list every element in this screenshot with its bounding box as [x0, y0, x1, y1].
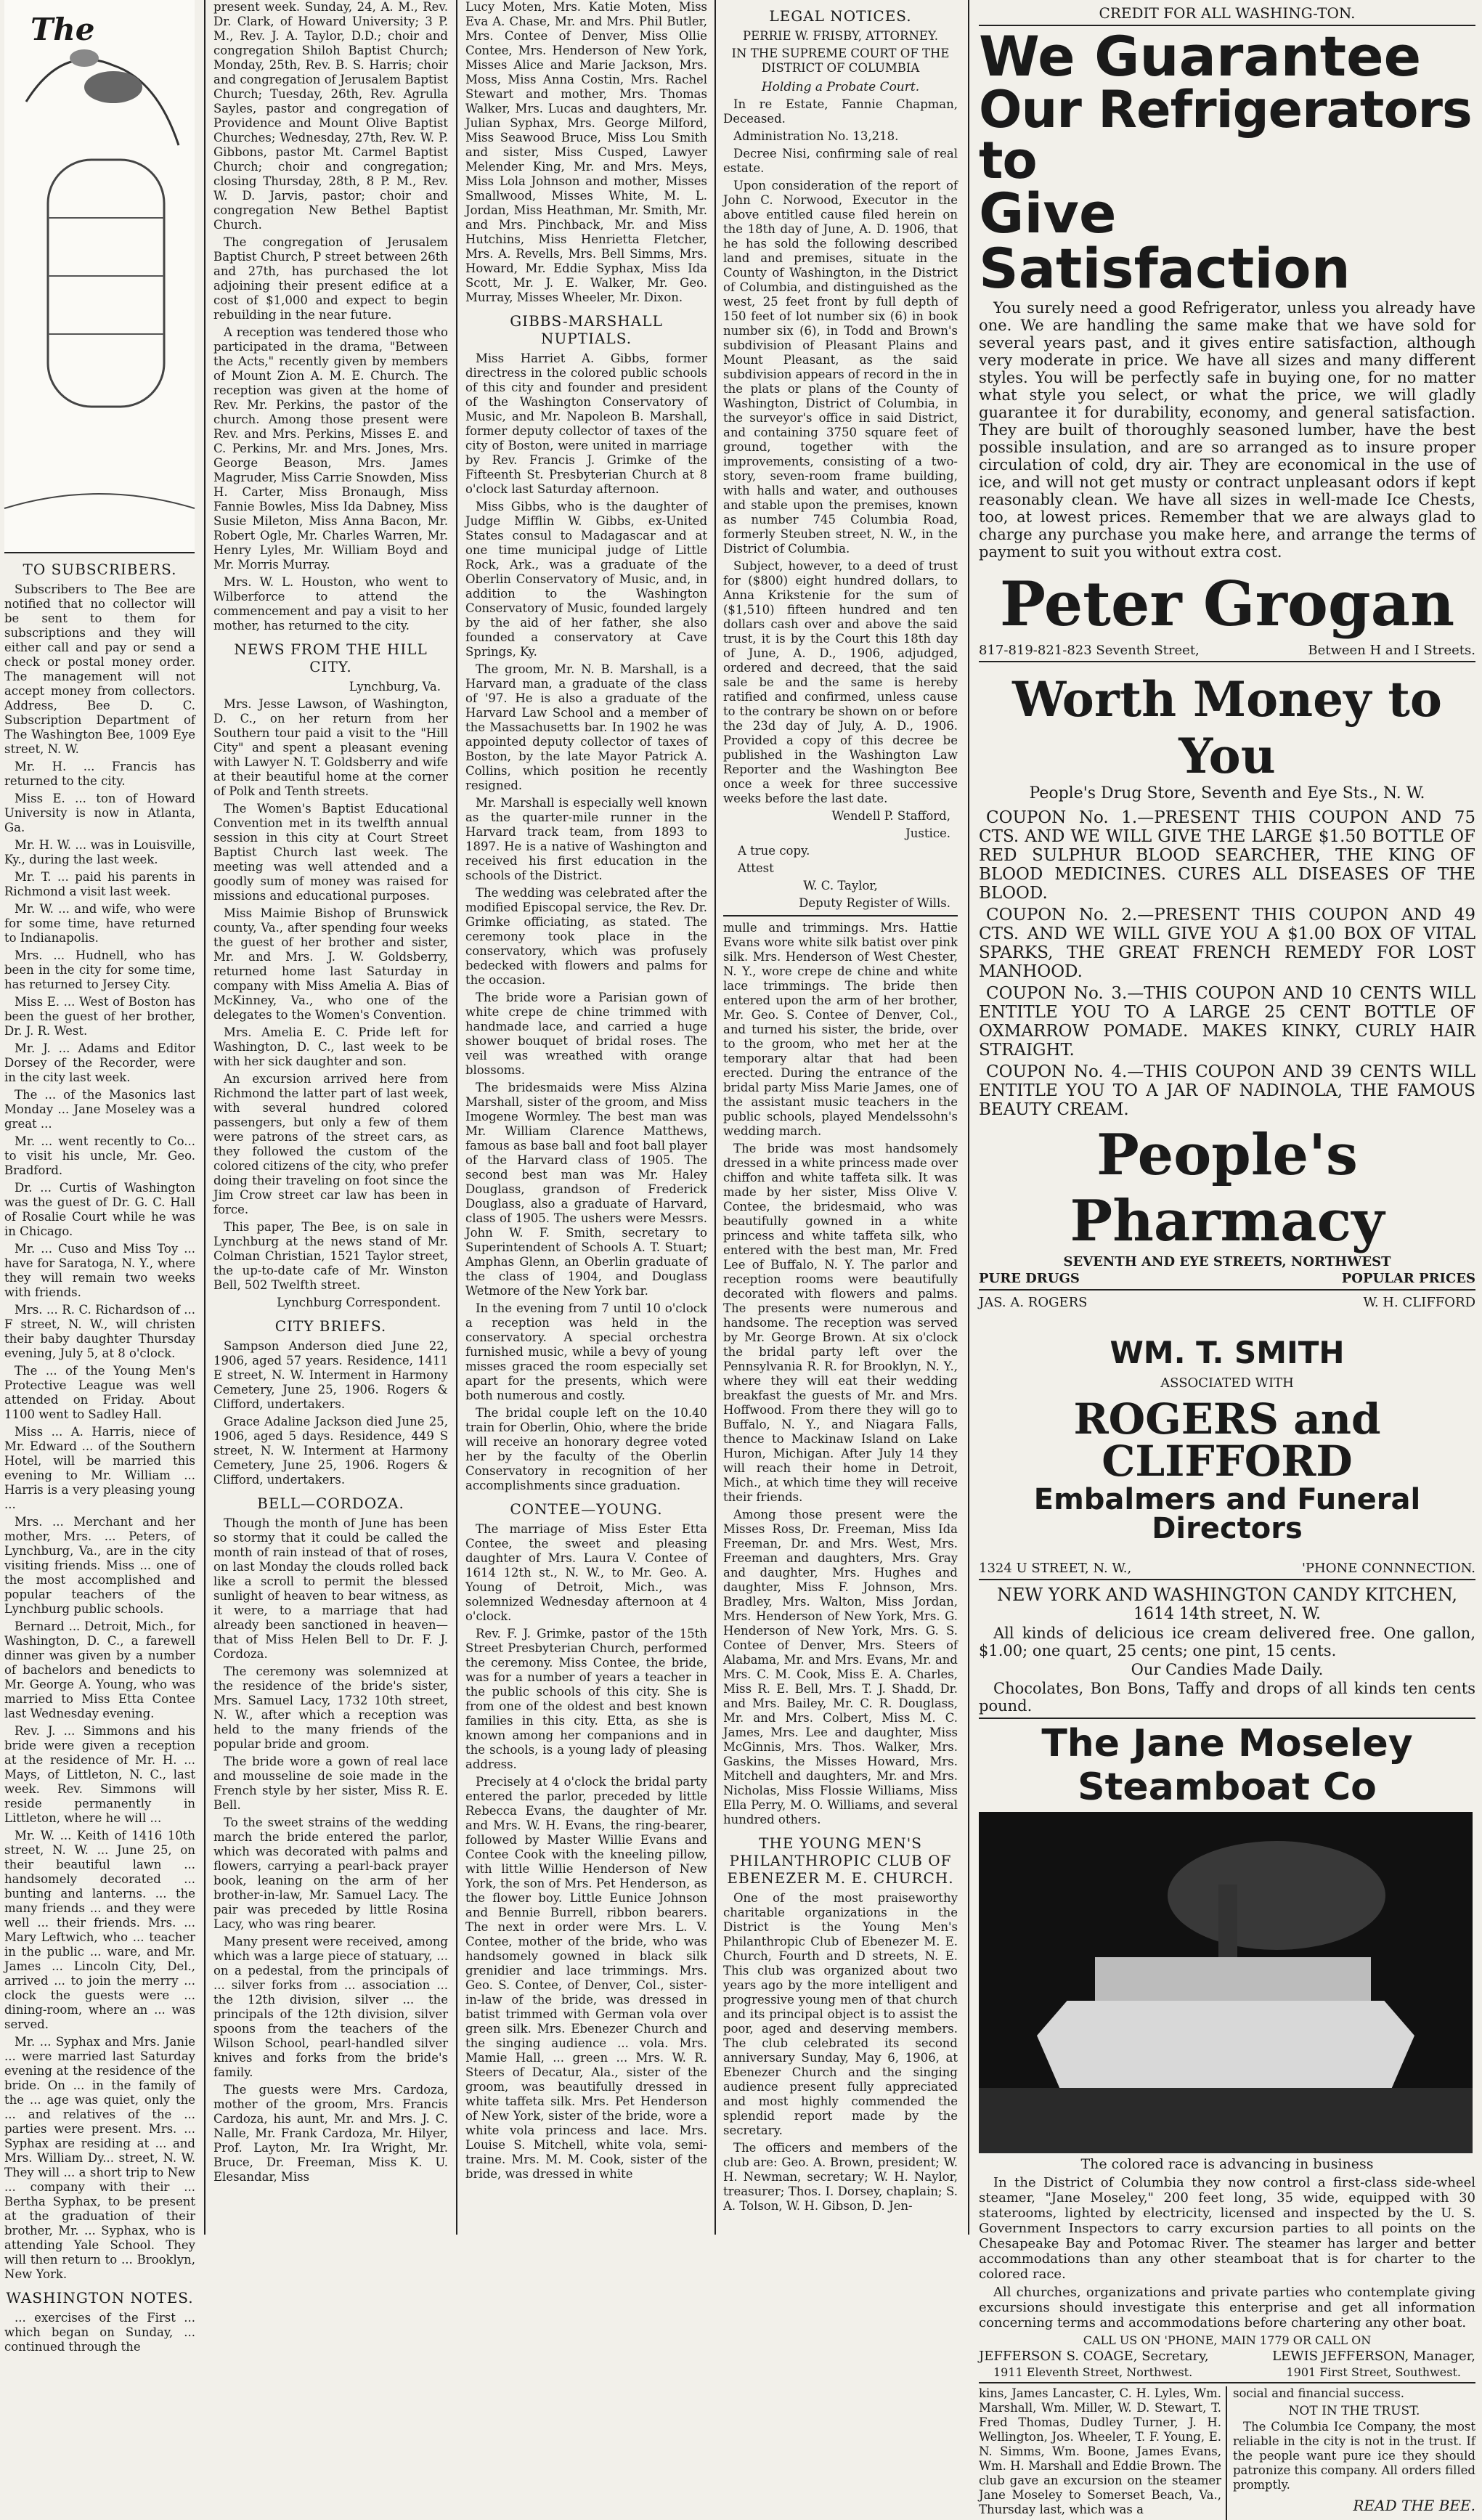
peoples-pharmacy: People's Pharmacy [1070, 1122, 1385, 1254]
undertaker-phone: 'PHONE CONNNECTION. [1301, 1561, 1475, 1576]
legal-text: Subject, however, to a deed of trust for ($800) eight hundred dollars, to Anna Krikstenie for the sum of ($1,510) fifteen hundred and ten dollars cash over and above the said trust, it is by the Court this 18th day of June, A. D., 1906, adjudged, ordered and decreed, that the said sale be and the same is hereby ratified and confirmed, unless cause to the contrary be shown on or before the 23d day of July, A. D., 1906. Provided a copy of this decree be published in the Washington Law Reporter and the Washington Bee once a week for three successive weeks before the last date. [723, 559, 958, 805]
popular-prices: POPULAR PRICES [1341, 1271, 1475, 1286]
article-text: Though the month of June has been so stormy that it could be called the month of rain instead of that of roses, on last Monday the clouds rolled back like a scroll to permit the blessed sunlight of heaven to bear witness, as it were, to a marriage that had already been sanctioned in heaven—that of Miss Helen Bell to Dr. F. J. Cordoza. [213, 1516, 448, 1661]
grogan-between: Between H and I Streets. [1308, 643, 1475, 658]
local-note: Dr. ... Curtis of Washington was the guest of Dr. G. C. Hall of Rosalie Court while he was in Chicago. [4, 1181, 195, 1238]
coupon-4: COUPON No. 4.—THIS COUPON AND 39 CENTS WILL ENTITLE YOU TO A JAR OF NADINOLA, THE FAMOUS BEAUTY CREAM. [979, 1062, 1475, 1119]
article-text: The bridal couple left on the 10.40 train for Oberlin, Ohio, where the bride will receive an honorary degree voted her by the faculty of the Oberlin Conservatory in recognition of her accomplishments since graduation. [465, 1406, 707, 1492]
local-note: Mrs. ... Hudnell, who has been in the city for some time, has returned to Jersey City. [4, 948, 195, 991]
bell-cordoza-heading: BELL—CORDOZA. [257, 1495, 404, 1512]
washington-notes-text: ... exercises of the First ... which began on Sunday, ... continued through the [4, 2311, 195, 2354]
steamboat-manager-address: 1901 First Street, Southwest. [1286, 2365, 1461, 2379]
grogan-address-row [979, 643, 1475, 662]
embalmers: Embalmers and Funeral Directors [1033, 1483, 1421, 1545]
local-note: Miss E. ... ton of Howard University is now in Atlanta, Ga. [4, 792, 195, 834]
article-text: Lucy Moten, Mrs. Katie Moten, Miss Eva A. Chase, Mr. and Mrs. Phil Butler, Mrs. Contee of Denver, Miss Ollie Contee, Mrs. Henderson of New York, Misses Alice and Marie Jackson, Mrs. Moss, Miss Anna Costin, Mrs. Rachel Stewart and mother, Mrs. Thomas Walker, Mrs. Lucas and daughters, Mr. Julian Syphax, Mrs. George Milford, Miss Seawood Bruce, Miss Lou Smith and sister, Miss Cusped, Lawyer Melender King, Mr. and Mrs. Meys, Miss Lola Johnson and mother, Misses Smallwood, Misses White, M. L. Jordan, Miss Heathman, Mr. Smith, Mr. and Mrs. Pinchback, Mr. and Miss Hutchins, Miss Henrietta Fletcher, Mrs. A. Revells, Mrs. Bell Simms, Mrs. Howard, Mr. Eddie Syphax, Miss Ida Scott, Mr. J. E. Walker, Mr. Geo. Murray, Misses Wheeler, Mr. Dixon. [465, 0, 707, 304]
undertaker-address-row [979, 1561, 1475, 1580]
article-text: Grace Adaline Jackson died June 25, 1906, aged 5 days. Residence, 449 S street, N. W. Interment at Harmony Cemetery, June 25, 1906. Rogers & Clifford, undertakers. [213, 1415, 448, 1487]
article-text: Mrs. W. L. Houston, who went to Wilberforce to attend the commencement and pay a visit to her mother, has returned to the city. [213, 575, 448, 633]
read-the-bee: READ THE BEE. [1353, 2497, 1475, 2514]
local-note: Mr. ... Syphax and Mrs. Janie ... were married last Saturday evening at the residence of the bride. On ... in the family of the ... age was quiet, only the ... and relatives of the ... parties were present. Mrs. ... Syphax are residing at ... and Mrs. William Dy... street, N. W. They will ... a short trip to New ... company with their ... Bertha Syphax, to be present at the graduation of their brother, Mr. ... Syphax, who is attending Yale School. They will then return to ... Brooklyn, New York. [4, 2035, 195, 2281]
credit-line: CREDIT FOR ALL WASHING-TON. [1099, 4, 1356, 22]
article-text: The officers and members of the club are: Geo. A. Brown, president; W. H. Newman, secretary; W. H. Naylor, treasurer; Thos. I. Dorsey, chaplain; S. A. Tolson, W. H. Gibson, D. Jen- [723, 2141, 958, 2213]
bee-hive-logo-icon [4, 0, 195, 552]
fridge-text: You surely need a good Refrigerator, unless you already have one. We are handling the same make that we have sold for several years past, and it gives entire satisfaction, although very moderate in price. We have all sizes and many different styles. You will be perfectly safe in buying one, for no matter what style you select, or what the price, we will gladly guarantee it for durability, economy, and general satisfaction. They are built of thoroughly seasoned lumber, have the best possible insulation, and are so arranged as to insure proper circulation of cold, dry air. They are economical in the use of ice, and will not get musty or contract unpleasant odors if kept reasonably clean. We have all sizes in well-made Ice Chests, too, at lowest prices. Remember that we are always glad to charge any purchase you make here, and arrange the terms of payment to suit you without extra cost. [979, 299, 1475, 561]
coupon-1: COUPON No. 1.—PRESENT THIS COUPON AND 75 CTS. AND WE WILL GIVE THE LARGE $1.50 BOTTLE OF RED SULPHUR BLOOD SEARCHER, THE KING OF BLOOD MEDICINES. CURES ALL DISEASES OF THE BLOOD. [979, 808, 1475, 903]
contee-young-heading: CONTEE—YOUNG. [510, 1500, 663, 1518]
article-text: The bride wore a gown of real lace and mousseline de soie made in the French style by her sister, Miss R. E. Bell. [213, 1755, 448, 1812]
coupon-2: COUPON No. 2.—PRESENT THIS COUPON AND 49 CTS. AND WE WILL GIVE YOU A $1.00 BOX OF VITAL SPARKS, THE GREAT FRENCH REMEDY FOR LOST MANHOOD. [979, 906, 1475, 981]
article-text: The bride wore a Parisian gown of white crepe de chine trimmed with handmade lace, and carried a huge shower bouquet of bridal roses. The veil was wreathed with orange blossoms. [465, 991, 707, 1077]
local-note: Mr. H. ... Francis has returned to the city. [4, 760, 195, 788]
article-text: present week. Sunday, 24, A. M., Rev. Dr. Clark, of Howard University; 3 P. M., Rev. J. A. Taylor, D.D.; choir and congregation Shiloh Baptist Church; Monday, 25th, Rev. B. S. Harris; choir and congregation of Jerusalem Baptist Church; Tuesday, 26th, Rev. Agrulla Sayles, pastor and congregation of Providence and Mount Olive Baptist Churches; Wednesday, 27th, Rev. W. P. Gibbons, pastor Mt. Carmel Baptist Church; choir and congregation; closing Thursday, 28th, 8 P. M., Rev. W. D. Jarvis, pastor; choir and congregation New Bethel Baptist Church. [213, 0, 448, 232]
legal-notices-heading: LEGAL NOTICES. [769, 7, 912, 25]
hill-city-heading: NEWS FROM THE HILL CITY. [234, 641, 428, 675]
legal-clerk: W. C. Taylor, [803, 879, 878, 893]
article-text: To the sweet strains of the wedding march the bride entered the parlor, which was decorated with palms and flowers, carrying a pearl-back prayer book, leaning on the arm of her brother-in-law, Mr. Samuel Lacy. The pair was preceded by little Rosina Lacy, who was ring bearer. [213, 1816, 448, 1931]
steamboat-text: In the District of Columbia they now control a first-class side-wheel steamer, "Jane Moseley," 200 feet long, 35 wide, equipped with 30 staterooms, lighted by electricity, licensed and inspected by the U. S. Government Inspectors to carry excursion parties to all points on the Chesapeake Bay and Potomac River. The steamer has larger and better accommodations than any other steamboat that is for charter to the colored race. [979, 2175, 1475, 2282]
article-text: Miss Harriet A. Gibbs, former directress in the colored public schools of this city and founder and president of the Washington Conservatory of Music, and Mr. Napoleon B. Marshall, former deputy collector of taxes of the city of Boston, were united in marriage by Rev. Francis J. Grimke of the Fifteenth St. Presbyterian Church at 8 o'clock last Saturday afternoon. [465, 351, 707, 496]
local-note: Mr. T. ... paid his parents in Richmond a visit last week. [4, 870, 195, 898]
pharmacy-address: SEVENTH AND EYE STREETS, NORTHWEST [1063, 1254, 1391, 1269]
steamboat-address-row [979, 2365, 1475, 2383]
city-briefs-heading: CITY BRIEFS. [274, 1317, 387, 1335]
article-text: Precisely at 4 o'clock the bridal party entered the parlor, preceded by little Rebecca Evans, the daughter of Mr. and Mrs. W. H. Evans, the ring-bearer, followed by Master Willie Evans and Contee Cook with the kneeling pillow, with little Willie Henderson of New York, the son of Mrs. Pet Henderson, as the flower boy. Little Eunice Johnson and Bennie Burrell, ribbon bearers. The next in order were Mrs. L. V. Contee, mother of the bride, who was handsomely gowned in black silk grenidier and lace trimmings. Mrs. Geo. S. Contee, of Denver, Col., sister-in-law of the bride, was dressed in batist trimmed with German vola over green silk. Mrs. Ebenezer Church and the singing audience ... vola. Mrs. Mamie Hall, ... green ... Mrs. W. R. Steers of Decatur, Ala., sister of the groom, was beautifully dressed in white taffeta silk. Mrs. Pet Henderson of New York, sister of the bride, wore a white vola princess and lace. Mrs. Louise S. Mitchell, white vola, semi-traine. Mrs. M. M. Cook, sister of the bride, was dressed in white [465, 1775, 707, 2181]
article-text: Sampson Anderson died June 22, 1906, aged 57 years. Residence, 1411 E street, N. W. Interment in Harmony Cemetery, June 25, 1906. Rogers & Clifford, undertakers. [213, 1339, 448, 1411]
legal-text: In re Estate, Fannie Chapman, Deceased. [723, 97, 958, 126]
column-rule [456, 0, 457, 2235]
article-text: Mr. Marshall is especially well known as the quarter-mile runner in the Harvard track team, from 1893 to 1897. He is a native of Washington and received his first education in the schools of the District. [465, 796, 707, 882]
local-note: Mrs. ... R. C. Richardson of ... F street, N. W., will christen their baby daughter Thursday evening, July 5, at 8 o'clock. [4, 1303, 195, 1360]
hill-city-dateline: Lynchburg, Va. [349, 680, 441, 694]
article-text: The ceremony was solemnized at the residence of the bride's sister, Mrs. Samuel Lacy, 1732 10th street, N. W., after which a reception was held to the many friends of the popular bride and groom. [213, 1665, 448, 1751]
undertakers-ad [979, 1295, 1475, 1580]
column-rule [204, 0, 205, 2235]
peoples-drug-store: People's Drug Store, Seventh and Eye Sts., N. W. [1029, 784, 1425, 802]
ice-company-notice [1233, 2386, 1475, 2520]
article-text: The wedding was celebrated after the modified Episcopal service, the Rev. Dr. Grimke officiating, as stated. The ceremony took place in the conservatory, which was profusely bedecked with flowers and palms for the occasion. [465, 886, 707, 987]
article-text: mulle and trimmings. Mrs. Hattie Evans wore white silk batist over pink silk. Mrs. Henderson of West Chester, N. Y., wore crepe de chine and white lace trimmings. The bride then entered upon the arm of her brother, Mr. Geo. S. Contee of Denver, Col., and turned his sister, the bride, over to the groom, who met her at the temporary altar that had been erected. During the entrance of the bridal party Miss Marie James, one of the assistant music teachers in the public schools, played Mendelssohn's wedding march. [723, 921, 958, 1138]
rogers-name: JAS. A. ROGERS [979, 1295, 1088, 1310]
local-note: Bernard ... Detroit, Mich., for Washington, D. C., a farewell dinner was given by a number of bachelors and benedicts to Mr. George A. Young, who was married to Miss Etta Contee last Wednesday evening. [4, 1619, 195, 1720]
local-note: Mr. ... Cuso and Miss Toy ... have for Saratoga, N. Y., where they will remain two weeks with friends. [4, 1242, 195, 1299]
candy-kitchen-ad [979, 1585, 1475, 1719]
article-text: Mrs. Amelia E. C. Pride left for Washington, D. C., last week to be with her sick daughter and son. [213, 1025, 448, 1068]
philanthropic-heading: THE YOUNG MEN'S PHILANTHROPIC CLUB OF EBENEZER M. E. CHURCH. [727, 1834, 954, 1887]
local-note: Mr. J. ... Adams and Editor Dorsey of the Recorder, were in the city last week. [4, 1041, 195, 1084]
smith-name: WM. T. SMITH [1110, 1335, 1345, 1370]
article-text: The bridesmaids were Miss Alzina Marshall, sister of the groom, and Miss Imogene Wormley. The best man was Mr. William Clarence Matthews, famous as base ball and foot ball player of the Harvard class of 1905. The second best man was Mr. Haley Douglass, grandson of Frederick Douglass, also a graduate of Harvard, class of 1905. The ushers were Messrs. John W. F. Smith, secretary to Superintendent of Schools A. T. Stuart; Amphas Glenn, an Oberlin graduate of the class of 1904, and Douglass Wetmore of the New York bar. [465, 1081, 707, 1298]
undertaker-names-row [979, 1295, 1475, 1310]
legal-text: Upon consideration of the report of John C. Norwood, Executor in the above entitled cause filed herein on the 18th day of June, A. D. 1906, that he has sold the following described land and premises, situate in the County of Washington, in the District of Columbia, and distinguished as the west, 25 feet front by full depth of 150 feet of lot number six (6) in book number six (6), in Todd and Brown's subdivision of Pleasant Plains and Mount Pleasant, as the said subdivision appears of record in the in the plats or plans of the County of Washington, District of Columbia, in the surveyor's office in said District, and containing 3750 square feet of ground, together with the improvements, consisting of a two-story, seven-room frame building, with halls and water, and outhouses and stable upon the premises, known as number 745 Columbia Road, formerly Steuben street, N. W., in the District of Columbia. [723, 179, 958, 556]
article-text: Rev. F. J. Grimke, pastor of the 15th Street Presbyterian Church, performed the ceremony. Miss Contee, the bride, was for a number of years a teacher in the public schools of this city. She is from one of the oldest and best known families in this city. Etta, as she is known among her companions and in the schools, is a young lady of pleasing address. [465, 1627, 707, 1771]
trust-heading: NOT IN THE TRUST. [1288, 2404, 1420, 2418]
article-text: Miss Gibbs, who is the daughter of Judge Mifflin W. Gibbs, ex-United States consul to Madagascar and at one time municipal judge of Little Rock, Ark., was a graduate of the Oberlin Conservatory of Music, and, in addition to the Washington Conservatory of Music, founded largely by the aid of her father, she also founded a conservatory at Cave Springs, Ky. [465, 500, 707, 659]
article-text: The congregation of Jerusalem Baptist Church, P street between 26th and 27th, has purchased the lot adjoining their present edifice at a cost of $1,000 and expect to begin rebuilding in the near future. [213, 235, 448, 322]
legal-clerk-title: Deputy Register of Wills. [799, 896, 950, 910]
column-4 [719, 0, 962, 2235]
article-text: Many present were received, among which was a large piece of statuary, ... on a pedestal, from the principals of ... silver forks from ... association ... the 12th division, silver ... the principals of the 12th division, silver spoons from the teachers of the Wilson School, pearl-handled silver knives and forks from the bride's family. [213, 1935, 448, 2079]
local-note: Miss ... A. Harris, niece of Mr. Edward ... of the Southern Hotel, will be married this evening to Mr. William ... Harris is a very pleasing young ... [4, 1425, 195, 1511]
local-note: Rev. J. ... Simmons and his bride were given a reception at the residence of Mr. H. ... Mays, of Littleton, N. C., last week. Rev. Simmons will reside permanently in Littleton, where he will ... [4, 1724, 195, 1825]
legal-attorney: PERRIE W. FRISBY, ATTORNEY. [743, 29, 938, 43]
club-continuation [979, 2386, 1227, 2520]
candy-address: 1614 14th street, N. W. [1133, 1605, 1322, 1623]
column-rule [714, 0, 716, 2235]
article-text: The marriage of Miss Ester Etta Contee, the sweet and pleasing daughter of Mrs. Laura V. Contee of 1614 12th st., N. W., to Mr. Geo. A. Young of Detroit, Mich., was solemnized Wednesday afternoon at 4 o'clock. [465, 1522, 707, 1623]
steamboat-subhead: The colored race is advancing in business [1080, 2156, 1374, 2172]
subscribers-heading: TO SUBSCRIBERS. [23, 561, 177, 578]
legal-court: IN THE SUPREME COURT OF THE DISTRICT OF COLUMBIA [731, 46, 950, 75]
article-text: The groom, Mr. N. B. Marshall, is a Harvard man, a graduate of the class of '97. He is also a graduate of the Harvard Law School and a member of the Massachusetts bar. In 1902 he was appointed deputy collector of taxes of Boston, by the late Mayor Patrick A. Collins, which position he recently resigned. [465, 662, 707, 792]
candy-text-2: Our Candies Made Daily. [1131, 1661, 1324, 1678]
candy-text-3: Chocolates, Bon Bons, Taffy and drops of all kinds ten cents pound. [979, 1680, 1475, 1719]
article-text: One of the most praiseworthy charitable organizations in the District is the Young Men's Philanthropic Club of Ebenezer M. E. Church, Fourth and D streets, N. E. This club was organized about two years ago by the more intelligent and progressive young men of that church and its principal object is to assist the poor, aged and deserving members. The club celebrated its second anniversary Sunday, May 6, 1906, at Ebenezer Church and the singing audience present fully appreciated and most highly commended the splendid report made by the secretary. [723, 1891, 958, 2137]
steamboat-text-2: All churches, organizations and private parties who contemplate giving excursions should investigate this enterprise and get all information concerning terms and accommodations before chartering any other boat. [979, 2285, 1475, 2330]
worth-money-headline: Worth Money to You [1012, 671, 1442, 784]
pure-drugs: PURE DRUGS [979, 1271, 1080, 1286]
hill-city-signature: Lynchburg Correspondent. [277, 1296, 441, 1309]
rogers-clifford: ROGERS and CLIFFORD [1073, 1394, 1381, 1486]
steamer-photo [979, 1812, 1473, 2153]
clifford-name: W. H. CLIFFORD [1363, 1295, 1475, 1310]
legal-attest: Attest [738, 861, 774, 875]
logo-word: The [30, 12, 95, 47]
candy-text-1: All kinds of delicious ice cream delivered free. One gallon, $1.00; one quart, 25 cents; one pint, 15 cents. [979, 1625, 1475, 1659]
article-text: The Women's Baptist Educational Convention met in its twelfth annual session in this city at Court Street Baptist Church last week. The meeting was well attended and a goodly sum of money was raised for missions and educational purposes. [213, 802, 448, 903]
associated-with: ASSOCIATED WITH [1160, 1375, 1294, 1391]
steamboat-secretary-address: 1911 Eleventh Street, Northwest. [993, 2365, 1193, 2379]
column-3 [461, 0, 712, 2235]
article-text: Mrs. Jesse Lawson, of Washington, D. C., on her return from her Southern tour paid a visit to the "Hill City" and spent a pleasant evening with Lawyer N. T. Goldsberry and wife at their beautiful home at the corner of Polk and Tenth streets. [213, 697, 448, 798]
divider [723, 915, 958, 916]
local-note: The ... of the Masonics last Monday ... Jane Moseley was a great ... [4, 1088, 195, 1131]
steamboat-manager: LEWIS JEFFERSON, Manager, [1272, 2349, 1475, 2364]
article-text: The guests were Mrs. Cardoza, mother of the groom, Mrs. Francis Cardoza, his aunt, Mr. and Mrs. J. C. Nalle, Mr. Frank Cardoza, Mr. Hilyer, Prof. Layton, Mr. Ira Wright, Mr. Bruce, Dr. Freeman, Miss K. U. Elesandar, Miss [213, 2083, 448, 2184]
article-text: The Columbia Ice Company, the most reliable in the city is not in the trust. If the people want pure ice they should patronize this company. All orders filled promptly. [1233, 2420, 1475, 2492]
fridge-headline-2: Our Refrigerators to [979, 80, 1472, 190]
local-note: The ... of the Young Men's Protective League was well attended on Friday. About 1100 went to Sadley Hall. [4, 1364, 195, 1421]
legal-true-copy: A true copy. [738, 844, 810, 858]
undertaker-address: 1324 U STREET, N. W., [979, 1561, 1132, 1576]
fridge-headline-3: Give Satisfaction [979, 181, 1351, 301]
article-text: An excursion arrived here from Richmond the latter part of last week, with several hundred colored passengers, but only a few of them were patrons of the street cars, as they followed the custom of the colored citizens of the city, who prefer doing their traveling on foot since the Jim Crow street car law has been in force. [213, 1072, 448, 1216]
pharmacy-tagline-row [979, 1271, 1475, 1291]
local-note: Mr. ... went recently to Co... to visit his uncle, Mr. Geo. Bradford. [4, 1134, 195, 1177]
fridge-headline-1: We Guarantee [979, 24, 1422, 89]
gibbs-marshall-heading: GIBBS-MARSHALL NUPTIALS. [510, 312, 663, 347]
local-note: Mr. W. ... Keith of 1416 10th street, N. W. ... June 25, on their beautiful lawn ... handsomely decorated ... bunting and lanterns. ... the many friends ... and they were well ... their friends. Mrs. ... Mary Leftwich, who ... teacher in the public ... ware, and Mr. James ... Lincoln City, Del., arrived ... to join the merry ... clock the guests were ... dining-room, where an ... was served. [4, 1829, 195, 2031]
legal-signer: Wendell P. Stafford, [831, 809, 950, 823]
article-text: Among those present were the Misses Ross, Dr. Freeman, Miss Ida Freeman, Dr. and Mrs. West, Mrs. Freeman and daughters, Mrs. Gray and daughter, Mrs. Hughes and daughter, Miss F. Johnson, Mrs. Bradley, Mrs. Walton, Miss Jordan, Mrs. Henderson of New York, Mrs. G. Henderson of New York, Mrs. G. S. Contee of Denver, Mrs. Steers of Alabama, Mr. and Mrs. Evans, Mr. and Mrs. C. M. Cook, Miss E. A. Charles, Miss R. E. Bell, Mrs. T. J. Shadd, Dr. and Mrs. Bailey, Mr. C. R. Douglass, Mr. and Mrs. Colbert, Miss M. C. James, Mrs. Lee and daughter, Miss McGinnis, Mrs. Thos. Walker, Mrs. Gaskins, the Misses Howard, Mrs. Mitchell and daughters, Mr. and Mrs. Nicholas, Miss Flossie Williams, Miss Ella Perry, M. O. Williams, and several hundred others. [723, 1508, 958, 1826]
masthead-logo [4, 0, 195, 553]
steamboat-call: CALL US ON 'PHONE, MAIN 1779 OR CALL ON [1083, 2333, 1372, 2347]
local-note: Mr. H. W. ... was in Louisville, Ky., during the last week. [4, 838, 195, 866]
local-note: Mr. W. ... and wife, who were for some time, have returned to Indianapolis. [4, 902, 195, 945]
article-text: kins, James Lancaster, C. H. Lyles, Wm. Marshall, Wm. Miller, W. D. Stewart, T. Fred Thomas, Dudley Turner, J. H. Wellington, Jos. Wheeler, T. F. Young, E. N. Simms, Wm. Boone, James Evans, Wm. H. Marshall and Eddie Brown. The club gave an excursion on the steamer Jane Moseley to Somerset Beach, Va., Thursday last, which was a [979, 2386, 1221, 2516]
refrigerator-ad [979, 25, 1475, 667]
article-text: A reception was tendered those who participated in the drama, "Between the Acts," recently given by members of Mount Zion A. M. E. Church. The reception was given at the home of Rev. Mr. Perkins, the pastor of the church. Among those present were Rev. and Mrs. Perkins, Misses E. and C. Perkins, Mr. and Mrs. Jones, Mrs. George Beason, Mrs. James Magruder, Miss Carrie Snowden, Miss H. Carter, Miss Bronaugh, Miss Fannie Bowles, Miss Ida Dabney, Miss Susie Mileton, Miss Anna Bacon, Mr. Robert Ogle, Mr. Charles Warren, Mr. Henry Lyles, Mr. William Boyd and Mr. Morris Murray. [213, 325, 448, 572]
steamboat-headline: The Jane Moseley Steamboat Co [1041, 1722, 1413, 1809]
legal-signer-title: Justice. [905, 826, 950, 840]
washington-notes-heading: WASHINGTON NOTES. [6, 2289, 194, 2306]
subscribers-text: Subscribers to The Bee are notified that no collector will be sent to them for subscriptions and they will either call and pay or send a check or postal money order. The management will not accept money from collectors. Address, Bee D. C. Subscription Department of The Washington Bee, 1009 Eye street, N. W. [4, 582, 195, 756]
coupon-3: COUPON No. 3.—THIS COUPON AND 10 CENTS WILL ENTITLE YOU TO A LARGE 25 CENT BOTTLE OF OXMARROW POMADE. MAKES KINKY, CURLY HAIR STRAIGHT. [979, 984, 1475, 1060]
steamboat-ad [979, 1722, 1475, 2383]
local-note: Miss E. ... West of Boston has been the guest of her brother, Dr. J. R. West. [4, 995, 195, 1038]
legal-holding: Holding a Probate Court. [761, 80, 920, 94]
article-text: Miss Maimie Bishop of Brunswick county, Va., after spending four weeks the guest of her brother and sister, Mr. and Mrs. J. W. Goldsberry, returned home last Saturday in company with Miss Amelia A. Bias of McKinney, Va., who one of the delegates to the Women's Convention. [213, 906, 448, 1022]
column-1 [0, 0, 200, 2354]
steamboat-contact-row [979, 2349, 1475, 2364]
candy-heading: NEW YORK AND WASHINGTON CANDY KITCHEN, [996, 1585, 1458, 1605]
grogan-name: Peter Grogan [999, 568, 1455, 640]
column-rule [968, 0, 969, 2235]
local-note: Mrs. ... Merchant and her mother, Mrs. ... Peters, of Lynchburg, Va., are in the city visiting friends. Miss ... one of the most accomplished and popular teachers of the Lynchburg public schools. [4, 1515, 195, 1616]
article-text: This paper, The Bee, is on sale in Lynchburg at the news stand of Mr. Colman Christian, 1521 Taylor street, the up-to-date cafe of Mr. Winston Bell, 502 Twelfth street. [213, 1220, 448, 1292]
bottom-split [979, 2386, 1475, 2520]
ads-column [973, 0, 1481, 2516]
grogan-address: 817-819-821-823 Seventh Street, [979, 643, 1200, 658]
article-text: The bride was most handsomely dressed in a white princess made over chiffon and white taffeta silk. It was made by her sister, Miss Olive V. Contee, the bridesmaid, who was beautifully gowned in a white princess and white taffeta silk, who entered with the best man, Mr. Fred Lee of Buffalo, N. Y. The parlor and reception rooms were beautifully decorated with flowers and palms. The presents were numerous and handsome. The reception was served by Mr. George Brown. At six o'clock the bridal party left over the Pennsylvania R. R. for Brooklyn, N. Y., where they will eat their wedding breakfast the guests of Mr. and Mrs. Hoffwood. From there they will go to Buffalo, N. Y., and Niagara Falls, thence to Mackinaw Island on Lake Huron, Michigan. After July 14 they will reach their home in Detroit, Mich., at which time they will receive their friends. [723, 1142, 958, 1504]
legal-text: Administration No. 13,218. [733, 129, 899, 143]
drug-store-ad [979, 671, 1475, 1291]
legal-text: Decree Nisi, confirming sale of real estate. [723, 147, 958, 175]
steamboat-secretary: JEFFERSON S. COAGE, Secretary, [979, 2349, 1209, 2364]
article-text: In the evening from 7 until 10 o'clock a reception was held in the conservatory. A special orchestra furnished music, while a bevy of young misses graced the room especially set apart for the presents, which were both numerous and costly. [465, 1301, 707, 1402]
article-text: social and financial success. [1233, 2386, 1405, 2400]
column-2 [209, 0, 452, 2235]
